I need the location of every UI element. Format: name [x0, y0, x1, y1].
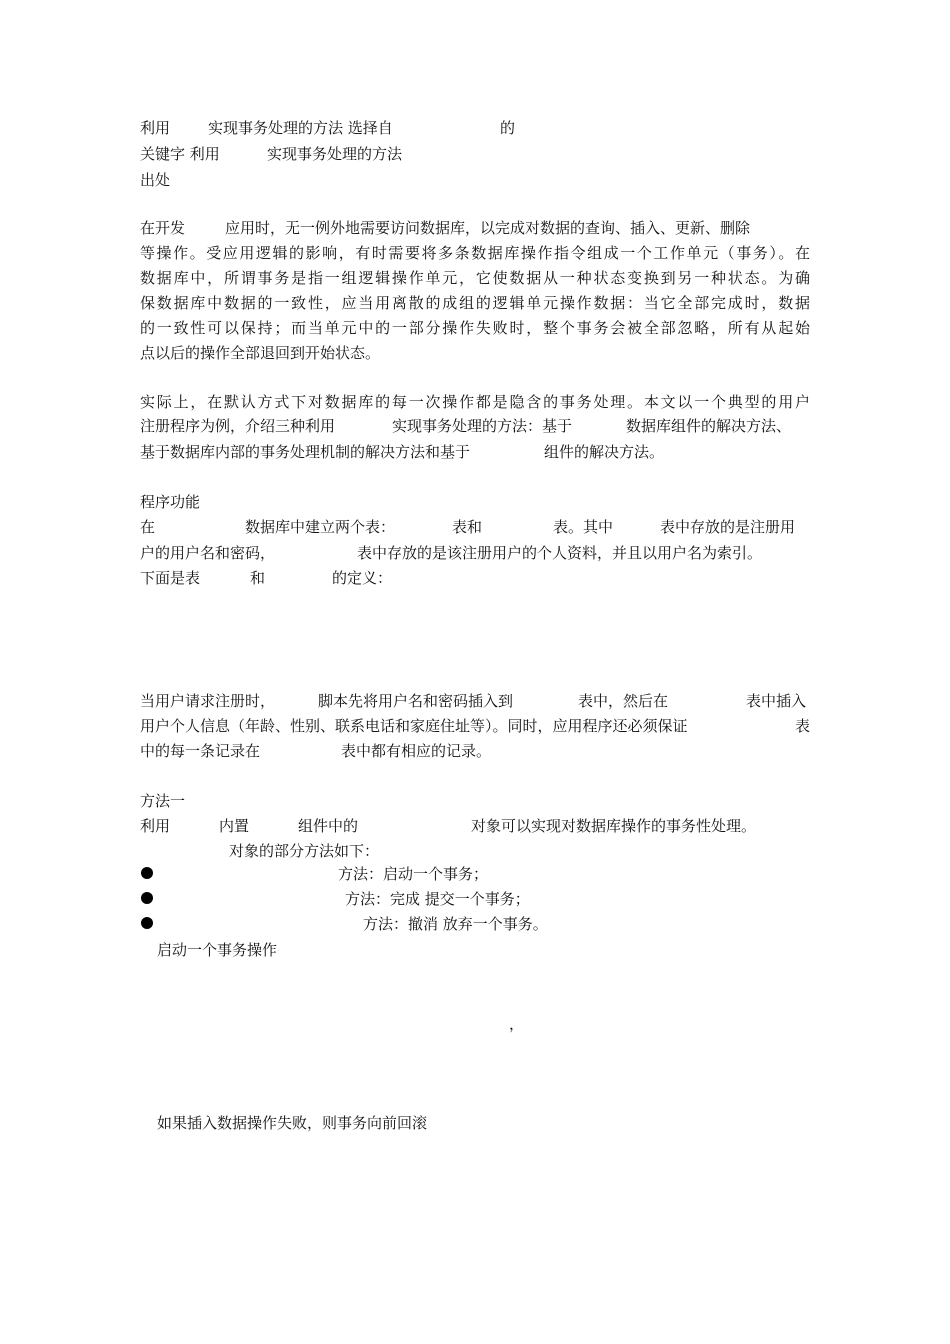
overview-line: 数据库组件的解决方法、 [626, 417, 792, 435]
intro-line: 应用时，无一例外地需要访问数据库，以完成对数据的查询、插入、更新、删除 [225, 219, 751, 237]
registration-line: 中的每一条记录在 [140, 742, 261, 760]
overview-line: 实现事务处理的方法：基于 [392, 417, 573, 435]
intro-line: 的一致性可以保持；而当单元中的一部分操作失败时，整个事务会被全部忽略，所有从起始 [140, 319, 810, 337]
code-comment: 如果插入数据操作失败，则事务向前回滚 [157, 1114, 428, 1132]
registration-line: 表中插入 [746, 692, 807, 710]
function-line: 和 [250, 569, 266, 587]
function-line: 表。其中 [553, 518, 614, 536]
bullet-icon [140, 914, 154, 928]
bullet-icon [140, 864, 154, 878]
keywords-label: 关键字 利用 [140, 145, 220, 163]
function-line: 户的用户名和密码， [140, 544, 276, 562]
function-line: 表和 [452, 518, 483, 536]
title-suffix: 的 [500, 119, 516, 137]
function-line: 的定义： [332, 569, 393, 587]
method-line: 组件中的 [298, 817, 359, 835]
overview-line: 组件的解决方法。 [544, 443, 665, 461]
function-line: 表中存放的是注册用 [660, 518, 796, 536]
overview-line: 注册程序为例，介绍三种利用 [140, 417, 336, 435]
method-line: 对象可以实现对数据库操作的事务性处理。 [471, 817, 757, 835]
intro-line: 点以后的操作全部退回到开始状态。 [140, 344, 381, 362]
function-line: 数据库中建立两个表： [245, 518, 396, 536]
method-heading: 方法一 [140, 792, 186, 810]
intro-line: 数据库中，所谓事务是指一组逻辑操作单元，它使数据从一种状态变换到另一种状态。为确 [140, 269, 810, 287]
list-item-text: 方法：启动一个事务； [338, 865, 489, 883]
function-line: 下面是表 [140, 569, 201, 587]
intro-line: 等操作。受应用逻辑的影响，有时需要将多条数据库操作指令组成一个工作单元（事务）。在 [140, 244, 810, 262]
intro-line: 保数据库中数据的一致性，应当用离散的成组的逻辑单元操作数据：当它全部完成时，数据 [140, 294, 810, 312]
list-item-text: 方法：完成 提交一个事务； [345, 890, 530, 908]
bullet-icon [140, 889, 154, 903]
code-comment: 启动一个事务操作 [157, 941, 278, 959]
registration-line: 表中都有相应的记录。 [341, 742, 492, 760]
registration-line: 表 [795, 717, 811, 735]
section-heading: 程序功能 [140, 493, 201, 511]
source-label: 出处 [140, 171, 171, 189]
registration-line: 当用户请求注册时， [140, 692, 276, 710]
method-line: 对象的部分方法如下： [229, 842, 380, 860]
list-item-text: 方法：撤消 放弃一个事务。 [363, 915, 548, 933]
title-prefix: 利用 [140, 119, 171, 137]
code-fragment: ， [509, 1015, 525, 1033]
overview-line: 实际上，在默认方式下对数据库的每一次操作都是隐含的事务处理。本文以一个典型的用户 [140, 393, 810, 411]
function-line: 在 [140, 518, 156, 536]
overview-line: 基于数据库内部的事务处理机制的解决方法和基于 [140, 443, 471, 461]
intro-line: 在开发 [140, 219, 186, 237]
title-text: 实现事务处理的方法 选择自 [208, 119, 393, 137]
registration-line: 表中，然后在 [578, 692, 669, 710]
registration-line: 用户个人信息（年龄、性别、联系电话和家庭住址等）。同时，应用程序还必须保证 [140, 717, 688, 735]
registration-line: 脚本先将用户名和密码插入到 [318, 692, 514, 710]
keywords-value: 实现事务处理的方法 [267, 145, 403, 163]
function-line: 表中存放的是该注册用户的个人资料，并且以用户名为索引。 [357, 544, 763, 562]
method-line: 内置 [219, 817, 250, 835]
method-line: 利用 [140, 817, 171, 835]
